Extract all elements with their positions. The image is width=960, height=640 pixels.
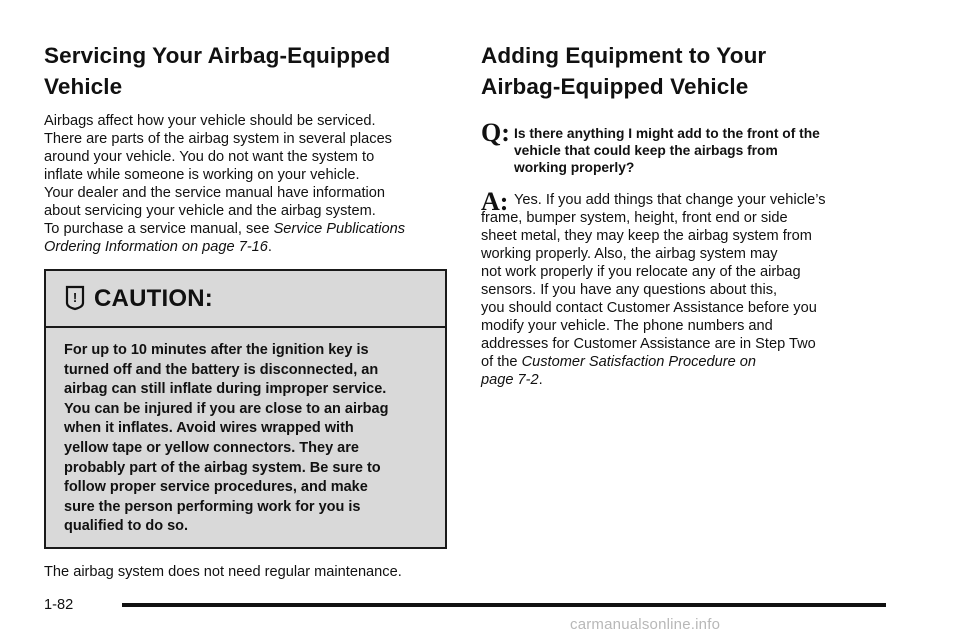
caution-icon [64,285,86,311]
text-line: sheet metal, they may keep the airbag system from [481,228,812,244]
caution-header [46,271,445,328]
caution-title: CAUTION: [94,284,213,312]
text-line: airbag can still inflate during improper service. [64,381,387,398]
text-line: addresses for Customer Assistance are in Step Two [481,336,816,352]
caution-box [44,269,447,549]
text-line: Airbags affect how your vehicle should be serviced. [44,113,376,129]
text-line: sensors. If you have any questions about this, [481,282,778,298]
cross-reference-link[interactable]: Service Publications [273,221,405,237]
caution-text [46,328,445,537]
text-line: For up to 10 minutes after the ignition key is [64,342,369,358]
text-line [481,353,901,371]
text-fragment: To purchase a service manual, see [44,221,274,237]
text-line [481,371,901,389]
text-line: inflate while someone is working on your vehicle. [44,167,360,183]
text-fragment: . [538,372,543,388]
text-fragment: of the [481,354,522,370]
text-line: Is there anything I might add to the front of the [514,126,820,141]
text-line: not work properly if you relocate any of the airbag [481,264,801,280]
text-line: turned off and the battery is disconnected, an [64,361,379,378]
section-heading-adding-equipment [481,40,901,102]
text-line: sure the person performing work for you is [64,498,361,515]
text-line: Your dealer and the service manual have information [44,185,386,201]
servicing-paragraph [44,112,448,256]
text-line [44,220,448,238]
text-line: There are parts of the airbag system in several places [44,131,392,147]
text-line: frame, bumper system, height, front end or side [481,210,788,226]
heading-line: Adding Equipment to Your [481,43,767,68]
text-line: yellow tape or yellow connectors. They are [64,439,359,456]
text-line: about servicing your vehicle and the airbag system. [44,203,376,219]
text-line: Yes. If you add things that change your vehicle’s [514,192,826,208]
heading-line: Servicing Your Airbag-Equipped [44,43,391,68]
heading-line: Airbag-Equipped Vehicle [481,74,749,99]
text-line: you should contact Customer Assistance before you [481,300,817,316]
text-line: when it inflates. Avoid wires wrapped with [64,420,354,437]
heading-line: Vehicle [44,74,123,99]
answer-marker: A: [481,187,509,216]
page-number: 1-82 [44,597,74,613]
text-line: follow proper service procedures, and make [64,479,368,496]
answer-block [481,187,901,389]
text-line: working properly? [514,160,635,175]
text-fragment: . [267,239,272,255]
svg-text:!: ! [72,289,78,305]
text-line: vehicle that could keep the airbags from [514,143,778,158]
cross-reference-link[interactable]: page 7-2 [481,372,539,388]
text-line: around your vehicle. You do not want the system to [44,149,375,165]
watermark: carmanualsonline.info [570,616,721,633]
footer-divider [122,603,886,607]
question-marker: Q: [481,118,510,147]
cross-reference-link[interactable]: Customer Satisfaction Procedure on [521,354,757,370]
section-heading-servicing [44,40,448,102]
question-text [481,122,901,176]
cross-reference-link[interactable]: Ordering Information on page 7-16 [44,239,268,255]
right-column [481,40,901,389]
maintenance-note: The airbag system does not need regular maintenance. [44,564,402,580]
text-line: probably part of the airbag system. Be sure to [64,459,381,476]
text-line: working properly. Also, the airbag system may [481,246,778,262]
answer-text [481,191,901,389]
left-column [44,40,448,256]
text-line [44,238,448,256]
text-line: qualified to do so. [64,518,189,535]
text-line: modify your vehicle. The phone numbers and [481,318,773,334]
question-block [481,118,901,176]
text-line: You can be injured if you are close to an airbag [64,400,389,417]
